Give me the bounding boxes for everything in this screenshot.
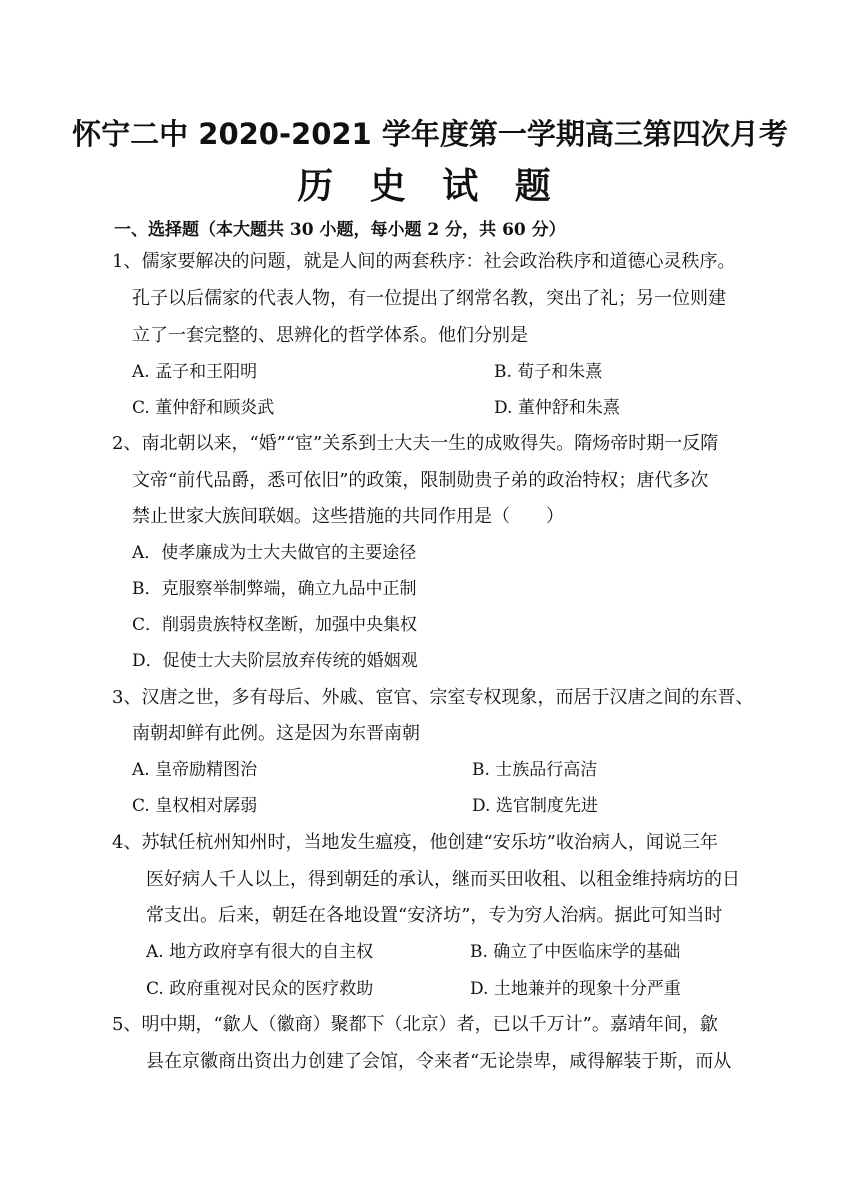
question-1-option-c[interactable]: C. 董仲舒和顾炎武 bbox=[132, 398, 275, 418]
question-4-option-d[interactable]: D. 土地兼并的现象十分严重 bbox=[470, 979, 681, 999]
question-3-option-b[interactable]: B. 士族品行高洁 bbox=[472, 760, 598, 780]
question-1-line-1: 1、儒家要解决的问题，就是人间的两套秩序：社会政治秩序和道德心灵秩序。 bbox=[112, 251, 736, 272]
question-4-option-c[interactable]: C. 政府重视对民众的医疗救助 bbox=[146, 979, 374, 999]
question-2-option-c[interactable]: C．削弱贵族特权垄断，加强中央集权 bbox=[132, 615, 418, 635]
question-2-option-a[interactable]: A．使孝廉成为士大夫做官的主要途径 bbox=[132, 543, 417, 563]
question-3-line-2: 南朝却鲜有此例。这是因为东晋南朝 bbox=[132, 723, 420, 744]
question-2-option-b[interactable]: B．克服察举制弊端，确立九品中正制 bbox=[132, 579, 417, 599]
question-4-line-2: 医好病人千人以上，得到朝廷的承认，继而买田收租、以租金维持病坊的日 bbox=[146, 869, 740, 890]
question-3-option-c[interactable]: C. 皇权相对孱弱 bbox=[132, 796, 258, 816]
question-4-option-b[interactable]: B. 确立了中医临床学的基础 bbox=[470, 942, 681, 962]
question-2-line-3: 禁止世家大族间联姻。这些措施的共同作用是（ ） bbox=[132, 506, 564, 527]
question-3-line-1: 3、汉唐之世，多有母后、外戚、宦官、宗室专权现象，而居于汉唐之间的东晋、 bbox=[112, 687, 754, 708]
question-1-line-3: 立了一套完整的、思辨化的哲学体系。他们分别是 bbox=[132, 325, 528, 346]
question-4-line-3: 常支出。后来，朝廷在各地设置“安济坊”，专为穷人治病。据此可知当时 bbox=[146, 905, 723, 926]
question-2-line-1: 2、南北朝以来，“婚”“宦”关系到士大夫一生的成败得失。隋炀帝时期一反隋 bbox=[112, 433, 719, 454]
question-2-option-d[interactable]: D．促使士大夫阶层放弃传统的婚姻观 bbox=[132, 651, 418, 671]
question-5-line-1: 5、明中期，“歙人（徽商）聚都下（北京）者，已以千万计”。嘉靖年间，歙 bbox=[112, 1014, 718, 1035]
question-5-line-2: 县在京徽商出资出力创建了会馆，令来者“无论崇卑，咸得解装于斯，而从 bbox=[146, 1051, 732, 1072]
exam-title: 怀宁二中 2020-2021 学年度第一学期高三第四次月考 bbox=[72, 117, 788, 151]
question-2-line-2: 文帝“前代品爵，悉可依旧”的政策，限制勋贵子弟的政治特权；唐代多次 bbox=[132, 470, 709, 491]
question-3-option-a[interactable]: A. 皇帝励精图治 bbox=[132, 760, 258, 780]
question-1-option-d[interactable]: D. 董仲舒和朱熹 bbox=[494, 398, 620, 418]
question-1-option-b[interactable]: B. 荀子和朱熹 bbox=[494, 362, 603, 382]
question-3-option-d[interactable]: D. 选官制度先进 bbox=[472, 796, 598, 816]
exam-subtitle: 历 史 试 题 bbox=[297, 166, 563, 207]
question-1-option-a[interactable]: A. 孟子和王阳明 bbox=[132, 362, 258, 382]
question-4-option-a[interactable]: A. 地方政府享有很大的自主权 bbox=[146, 942, 374, 962]
section-heading: 一、选择题（本大题共 30 小题，每小题 2 分，共 60 分） bbox=[114, 220, 566, 240]
question-1-line-2: 孔子以后儒家的代表人物，有一位提出了纲常名教，突出了礼；另一位则建 bbox=[132, 288, 726, 309]
question-4-line-1: 4、苏轼任杭州知州时，当地发生瘟疫，他创建“安乐坊”收治病人，闻说三年 bbox=[112, 832, 718, 853]
